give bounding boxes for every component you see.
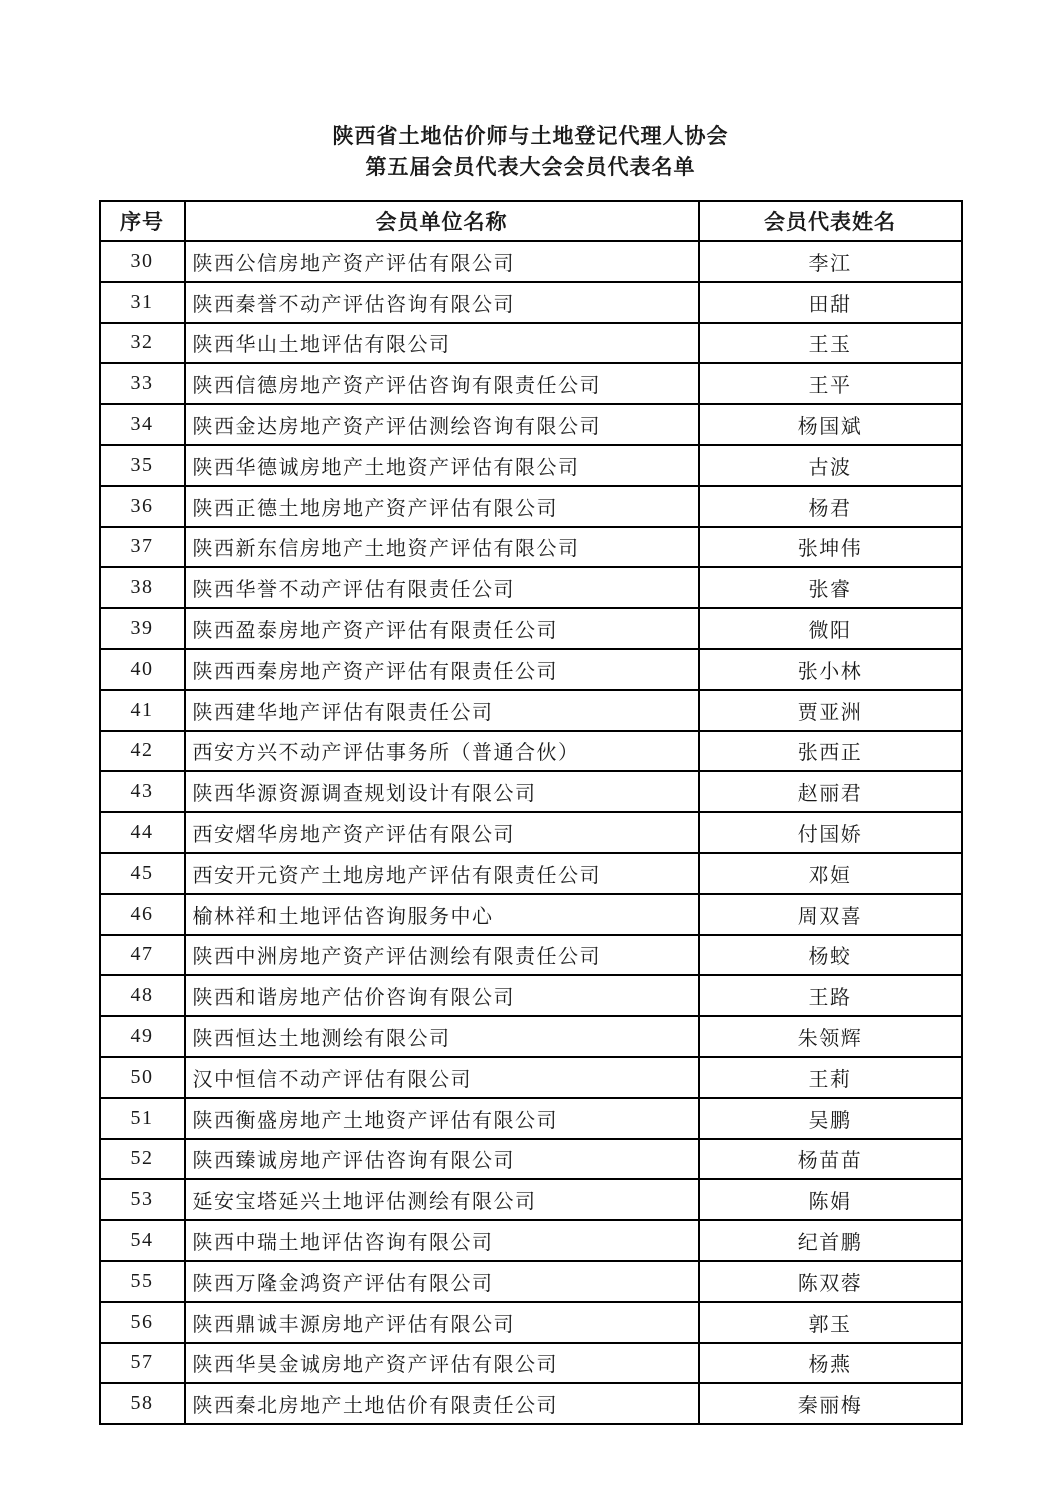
company-name-cell: 陕西信德房地产资产评估咨询有限责任公司 <box>185 363 699 404</box>
row-number-cell: 48 <box>100 975 185 1016</box>
representative-name-cell: 付国娇 <box>699 812 962 853</box>
table-row <box>100 404 962 445</box>
representative-name-cell: 陈娟 <box>699 1179 962 1220</box>
table-row <box>100 975 962 1016</box>
row-number-cell: 34 <box>100 404 185 445</box>
row-number-cell: 30 <box>100 241 185 282</box>
table-row <box>100 1057 962 1098</box>
company-name-cell: 西安方兴不动产评估事务所（普通合伙） <box>185 731 699 772</box>
table-row <box>100 282 962 323</box>
representative-name-cell: 微阳 <box>699 608 962 649</box>
table-row <box>100 1098 962 1139</box>
title-line-2: 第五届会员代表大会会员代表名单 <box>365 155 696 179</box>
table-row <box>100 935 962 976</box>
representative-name-cell: 李江 <box>699 241 962 282</box>
table-row <box>100 1220 962 1261</box>
row-number-cell: 37 <box>100 527 185 568</box>
row-number-cell: 51 <box>100 1098 185 1139</box>
company-name-cell: 陕西华德诚房地产土地资产评估有限公司 <box>185 445 699 486</box>
table-row <box>100 323 962 364</box>
representative-name-cell: 田甜 <box>699 282 962 323</box>
row-number-cell: 35 <box>100 445 185 486</box>
row-number-cell: 43 <box>100 771 185 812</box>
company-name-cell: 陕西和谐房地产估价咨询有限公司 <box>185 975 699 1016</box>
representative-name-cell: 郭玉 <box>699 1302 962 1343</box>
col-header-representative: 会员代表姓名 <box>699 201 962 241</box>
row-number-cell: 46 <box>100 894 185 935</box>
row-number-cell: 45 <box>100 853 185 894</box>
company-name-cell: 延安宝塔延兴土地评估测绘有限公司 <box>185 1179 699 1220</box>
company-name-cell: 陕西新东信房地产土地资产评估有限公司 <box>185 527 699 568</box>
representative-name-cell: 吴鹏 <box>699 1098 962 1139</box>
company-name-cell: 陕西盈泰房地产资产评估有限责任公司 <box>185 608 699 649</box>
table-row <box>100 608 962 649</box>
representative-name-cell: 张西正 <box>699 731 962 772</box>
header-row <box>100 201 962 241</box>
row-number-cell: 52 <box>100 1139 185 1180</box>
table-row <box>100 771 962 812</box>
table-row <box>100 1016 962 1057</box>
representative-name-cell: 杨国斌 <box>699 404 962 445</box>
company-name-cell: 陕西臻诚房地产评估咨询有限公司 <box>185 1139 699 1180</box>
title-line-1: 陕西省土地估价师与土地登记代理人协会 <box>332 124 729 148</box>
representative-name-cell: 杨君 <box>699 486 962 527</box>
table-row <box>100 486 962 527</box>
row-number-cell: 54 <box>100 1220 185 1261</box>
row-number-cell: 58 <box>100 1383 185 1424</box>
company-name-cell: 陕西西秦房地产资产评估有限责任公司 <box>185 649 699 690</box>
table-row <box>100 1343 962 1384</box>
company-name-cell: 陕西华源资源调查规划设计有限公司 <box>185 771 699 812</box>
company-name-cell: 榆林祥和土地评估咨询服务中心 <box>185 894 699 935</box>
table-row <box>100 812 962 853</box>
company-name-cell: 陕西中洲房地产资产评估测绘有限责任公司 <box>185 935 699 976</box>
col-header-index: 序号 <box>100 201 185 241</box>
company-name-cell: 陕西秦誉不动产评估咨询有限公司 <box>185 282 699 323</box>
table-row <box>100 1261 962 1302</box>
representative-name-cell: 杨蛟 <box>699 935 962 976</box>
table-row <box>100 649 962 690</box>
company-name-cell: 陕西正德土地房地产资产评估有限公司 <box>185 486 699 527</box>
representative-name-cell: 赵丽君 <box>699 771 962 812</box>
row-number-cell: 49 <box>100 1016 185 1057</box>
row-number-cell: 50 <box>100 1057 185 1098</box>
row-number-cell: 32 <box>100 323 185 364</box>
row-number-cell: 36 <box>100 486 185 527</box>
row-number-cell: 38 <box>100 567 185 608</box>
table-row <box>100 363 962 404</box>
company-name-cell: 陕西公信房地产资产评估有限公司 <box>185 241 699 282</box>
table-row <box>100 1383 962 1424</box>
representative-name-cell: 杨苗苗 <box>699 1139 962 1180</box>
representative-name-cell: 张小林 <box>699 649 962 690</box>
col-header-company: 会员单位名称 <box>185 201 699 241</box>
row-number-cell: 53 <box>100 1179 185 1220</box>
company-name-cell: 陕西恒达土地测绘有限公司 <box>185 1016 699 1057</box>
company-name-cell: 陕西中瑞土地评估咨询有限公司 <box>185 1220 699 1261</box>
representative-name-cell: 贾亚洲 <box>699 690 962 731</box>
row-number-cell: 57 <box>100 1343 185 1384</box>
representative-name-cell: 秦丽梅 <box>699 1383 962 1424</box>
table-row <box>100 894 962 935</box>
table-row <box>100 731 962 772</box>
representative-name-cell: 王平 <box>699 363 962 404</box>
table-row <box>100 1179 962 1220</box>
company-name-cell: 西安熠华房地产资产评估有限公司 <box>185 812 699 853</box>
representative-name-cell: 古波 <box>699 445 962 486</box>
row-number-cell: 39 <box>100 608 185 649</box>
company-name-cell: 陕西华昊金诚房地产资产评估有限公司 <box>185 1343 699 1384</box>
row-number-cell: 33 <box>100 363 185 404</box>
row-number-cell: 31 <box>100 282 185 323</box>
representative-name-cell: 邓姮 <box>699 853 962 894</box>
company-name-cell: 陕西华誉不动产评估有限责任公司 <box>185 567 699 608</box>
representative-name-cell: 陈双蓉 <box>699 1261 962 1302</box>
representative-name-cell: 张睿 <box>699 567 962 608</box>
table-row <box>100 445 962 486</box>
row-number-cell: 41 <box>100 690 185 731</box>
member-table <box>99 200 963 1425</box>
document-title <box>0 0 1061 183</box>
table-row <box>100 527 962 568</box>
table-body <box>100 241 962 1424</box>
row-number-cell: 40 <box>100 649 185 690</box>
row-number-cell: 55 <box>100 1261 185 1302</box>
table-row <box>100 1302 962 1343</box>
row-number-cell: 47 <box>100 935 185 976</box>
representative-name-cell: 张坤伟 <box>699 527 962 568</box>
company-name-cell: 陕西秦北房地产土地估价有限责任公司 <box>185 1383 699 1424</box>
company-name-cell: 陕西衡盛房地产土地资产评估有限公司 <box>185 1098 699 1139</box>
table-row <box>100 1139 962 1180</box>
company-name-cell: 陕西华山土地评估有限公司 <box>185 323 699 364</box>
representative-name-cell: 王莉 <box>699 1057 962 1098</box>
company-name-cell: 陕西鼎诚丰源房地产评估有限公司 <box>185 1302 699 1343</box>
company-name-cell: 西安开元资产土地房地产评估有限责任公司 <box>185 853 699 894</box>
representative-name-cell: 周双喜 <box>699 894 962 935</box>
table-row <box>100 567 962 608</box>
representative-name-cell: 朱领辉 <box>699 1016 962 1057</box>
table-row <box>100 853 962 894</box>
company-name-cell: 陕西万隆金鸿资产评估有限公司 <box>185 1261 699 1302</box>
row-number-cell: 44 <box>100 812 185 853</box>
row-number-cell: 42 <box>100 731 185 772</box>
table-row <box>100 241 962 282</box>
representative-name-cell: 杨燕 <box>699 1343 962 1384</box>
representative-name-cell: 纪首鹏 <box>699 1220 962 1261</box>
table-header <box>100 201 962 241</box>
representative-name-cell: 王玉 <box>699 323 962 364</box>
company-name-cell: 陕西建华地产评估有限责任公司 <box>185 690 699 731</box>
company-name-cell: 陕西金达房地产资产评估测绘咨询有限公司 <box>185 404 699 445</box>
company-name-cell: 汉中恒信不动产评估有限公司 <box>185 1057 699 1098</box>
table-row <box>100 690 962 731</box>
representative-name-cell: 王路 <box>699 975 962 1016</box>
row-number-cell: 56 <box>100 1302 185 1343</box>
